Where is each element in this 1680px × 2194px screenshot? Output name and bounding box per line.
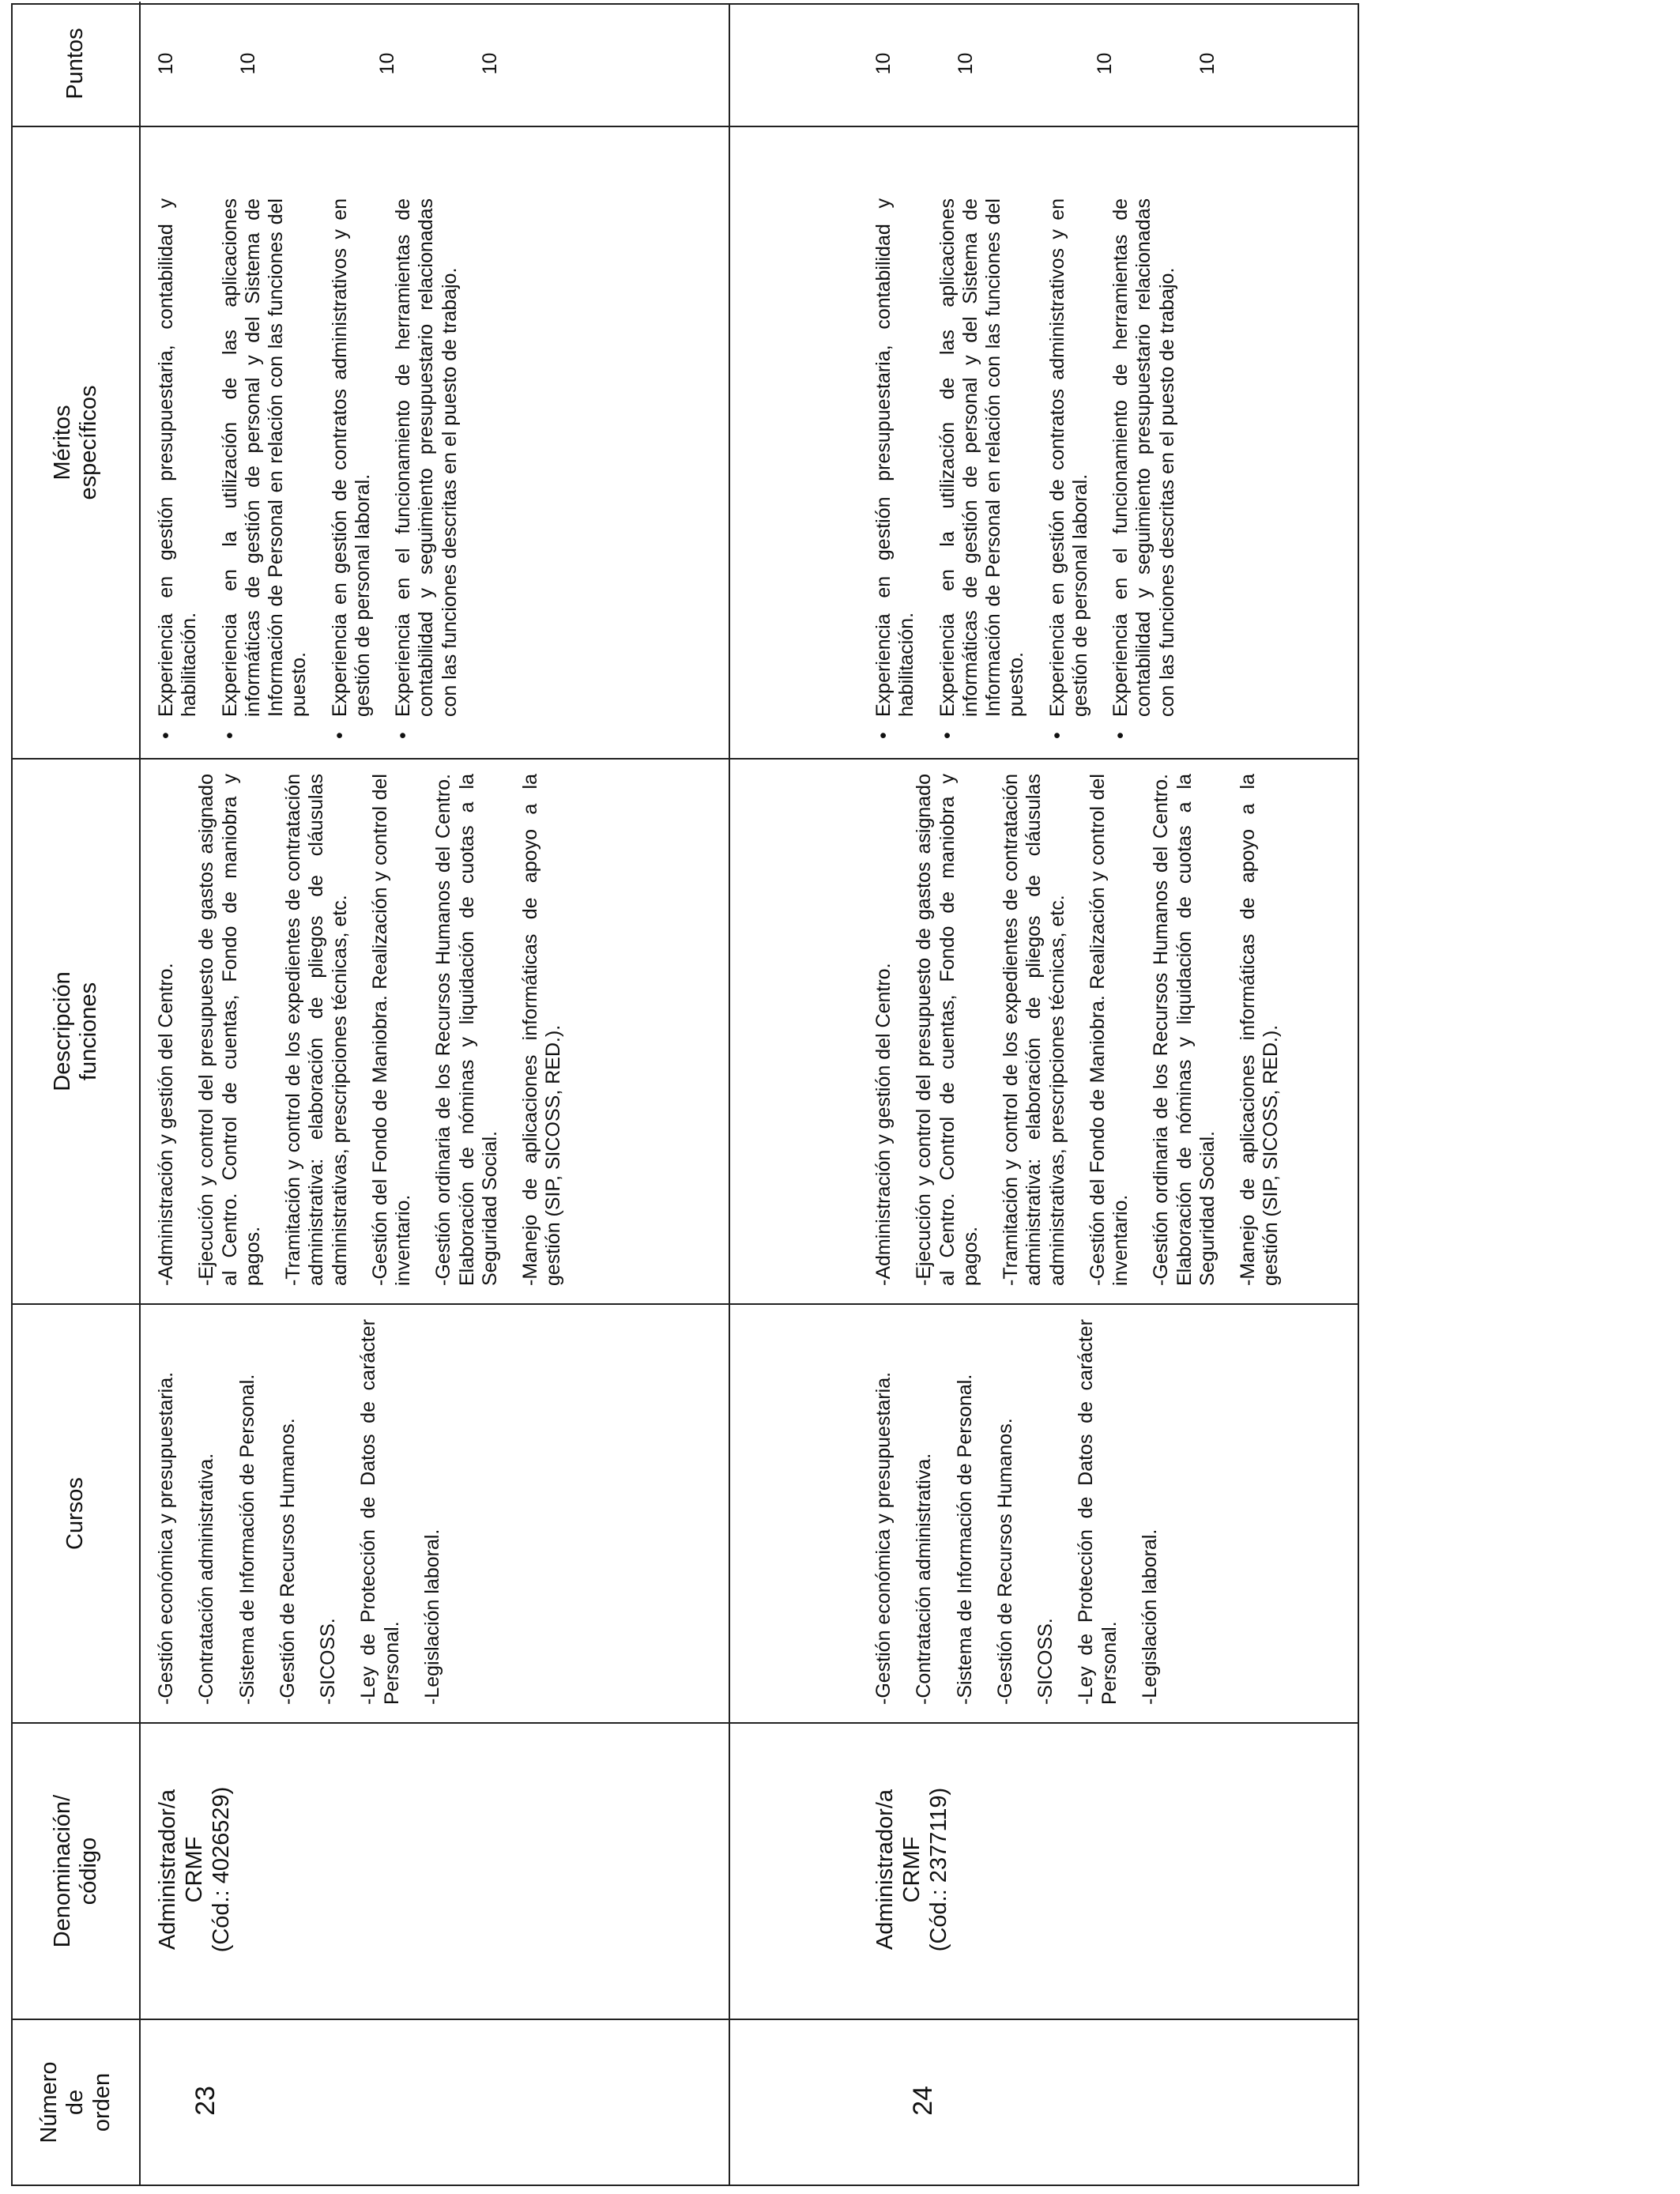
merito-text: Experiencia en el funcionamiento de herramientas de contabilidad y seguimiento presupuestario relacionadas con las funciones descritas en el puesto de trabajo. — [1109, 198, 1178, 717]
bullet-icon: • — [1109, 732, 1132, 739]
col-orden — [730, 2019, 1358, 2185]
merito-text: Experiencia en gestión de contratos administrativos y en gestión de personal laboral. — [328, 198, 374, 717]
merito-item — [1046, 198, 1093, 741]
header-denominacion: Denominación/ código — [13, 1724, 141, 2019]
cursos-list — [872, 1319, 1179, 1705]
merito-item — [392, 198, 461, 741]
punto-value: 10 — [955, 52, 977, 75]
col-orden — [13, 2019, 729, 2185]
curso-item: -SICOSS. — [1034, 1618, 1057, 1705]
curso-item: -Contratación administrativa. — [195, 1453, 218, 1705]
punto-value: 10 — [155, 52, 177, 75]
merito-item — [936, 198, 1029, 741]
row-denominacion: Administrador/a CRMF (Cód.: 4026529) — [155, 1786, 234, 1953]
funcion-item: -Tramitación y control de los expedientes de contratación administrativa: elaboración de pliegos de cláusulas administrativas, prescripciones técnicas, etc. — [1000, 774, 1068, 1286]
curso-item: -Ley de Protección de Datos de carácter Personal. — [1075, 1319, 1121, 1705]
merito-text: Experiencia en gestión presupuestaria, contabilidad y habilitación. — [155, 198, 201, 717]
curso-item: -Sistema de Información de Personal. — [953, 1374, 976, 1705]
header-cursos: Cursos — [13, 1305, 141, 1722]
col-descripcion — [730, 758, 1358, 1303]
curso-item: -Legislación laboral. — [420, 1529, 443, 1705]
funcion-item: -Ejecución y control del presupuesto de gastos asignado al Centro. Control de cuentas, Fondo de maniobra y pagos. — [195, 774, 264, 1286]
funcion-item: -Administración y gestión del Centro. — [872, 963, 895, 1286]
col-puntos — [13, 2, 729, 126]
curso-item: -Contratación administrativa. — [913, 1453, 936, 1705]
funcion-item: -Administración y gestión del Centro. — [155, 963, 177, 1286]
funciones-list — [872, 774, 1301, 1286]
merito-item — [1109, 198, 1179, 741]
punto-value: 10 — [479, 52, 501, 75]
punto-value: 10 — [872, 52, 895, 75]
punto-value: 10 — [1094, 52, 1116, 75]
rotated-page — [11, 3, 1359, 2186]
row-order-number: 23 — [190, 2086, 220, 2116]
bullet-icon: • — [218, 732, 241, 739]
punto-value: 10 — [237, 52, 259, 75]
merito-text: Experiencia en la utilización de las aplicaciones informáticas de gestión de personal y del Sistema de Información de Personal en relación con las funciones del puesto. — [936, 198, 1028, 717]
curso-item: -Gestión económica y presupuestaria. — [155, 1371, 177, 1705]
funcion-item: -Ejecución y control del presupuesto de gastos asignado al Centro. Control de cuentas, Fondo de maniobra y pagos. — [913, 774, 981, 1286]
curso-item: -Gestión de Recursos Humanos. — [276, 1418, 299, 1705]
funcion-item: -Tramitación y control de los expedientes de contratación administrativa: elaboración de pliegos de cláusulas administrativas, prescripciones técnicas, etc. — [282, 774, 351, 1286]
funcion-item: -Gestión ordinaria de los Recursos Humanos del Centro. Elaboración de nóminas y liquidación de cuotas a la Seguridad Social. — [1150, 774, 1219, 1286]
row-order-number: 24 — [908, 2086, 938, 2116]
meritos-list — [872, 198, 1196, 741]
col-cursos — [13, 1303, 729, 1722]
curso-item: -Sistema de Información de Personal. — [235, 1374, 258, 1705]
table-row — [729, 3, 1359, 2186]
col-cursos — [730, 1303, 1358, 1722]
table-row — [11, 3, 730, 2186]
col-puntos — [730, 2, 1358, 126]
merito-text: Experiencia en el funcionamiento de herramientas de contabilidad y seguimiento presupuestario relacionadas con las funciones descritas en el puesto de trabajo. — [392, 198, 461, 717]
col-meritos — [13, 126, 729, 758]
funcion-item: -Gestión del Fondo de Maniobra. Realización y control del inventario. — [368, 774, 414, 1286]
col-denominacion — [13, 1722, 729, 2019]
header-descripcion: Descripción funciones — [13, 760, 141, 1303]
bullet-icon: • — [1045, 732, 1068, 739]
funcion-item: -Manejo de aplicaciones informáticas de apoyo a la gestión (SIP, SICOSS, RED.). — [1237, 774, 1283, 1286]
header-puntos: Puntos — [13, 2, 141, 126]
merito-text: Experiencia en gestión presupuestaria, contabilidad y habilitación. — [872, 198, 918, 717]
curso-item: -SICOSS. — [317, 1618, 339, 1705]
merito-item — [329, 198, 375, 741]
col-meritos — [730, 126, 1358, 758]
merito-text: Experiencia en gestión de contratos administrativos y en gestión de personal laboral. — [1045, 198, 1091, 717]
funcion-item: -Gestión ordinaria de los Recursos Humanos del Centro. Elaboración de nóminas y liquidación de cuotas a la Seguridad Social. — [432, 774, 501, 1286]
row-denominacion: Administrador/a CRMF (Cód.: 2377119) — [872, 1787, 951, 1952]
cursos-list — [155, 1319, 461, 1705]
curso-item: -Ley de Protección de Datos de carácter Personal. — [357, 1319, 403, 1705]
header-orden: Número de orden — [13, 2020, 141, 2185]
curso-item: -Legislación laboral. — [1138, 1529, 1161, 1705]
bullet-icon: • — [328, 732, 351, 739]
col-descripcion — [13, 758, 729, 1303]
merito-item — [219, 198, 311, 741]
curso-item: -Gestión económica y presupuestaria. — [872, 1371, 895, 1705]
bullet-icon: • — [936, 732, 959, 739]
bullet-icon: • — [392, 732, 414, 739]
bullet-icon: • — [155, 732, 177, 739]
meritos-list — [155, 198, 479, 741]
merito-text: Experiencia en la utilización de las aplicaciones informáticas de gestión de personal y del Sistema de Información de Personal en relación con las funciones del puesto. — [218, 198, 311, 717]
punto-value: 10 — [1196, 52, 1219, 75]
curso-item: -Gestión de Recursos Humanos. — [993, 1418, 1016, 1705]
punto-value: 10 — [376, 52, 398, 75]
funcion-item: -Manejo de aplicaciones informáticas de apoyo a la gestión (SIP, SICOSS, RED.). — [519, 774, 565, 1286]
merito-item — [155, 198, 202, 741]
header-meritos: Méritos específicos — [13, 127, 141, 758]
merito-item — [872, 198, 919, 741]
col-denominacion — [730, 1722, 1358, 2019]
funciones-list — [155, 774, 583, 1286]
bullet-icon: • — [872, 732, 895, 739]
funcion-item: -Gestión del Fondo de Maniobra. Realización y control del inventario. — [1086, 774, 1132, 1286]
